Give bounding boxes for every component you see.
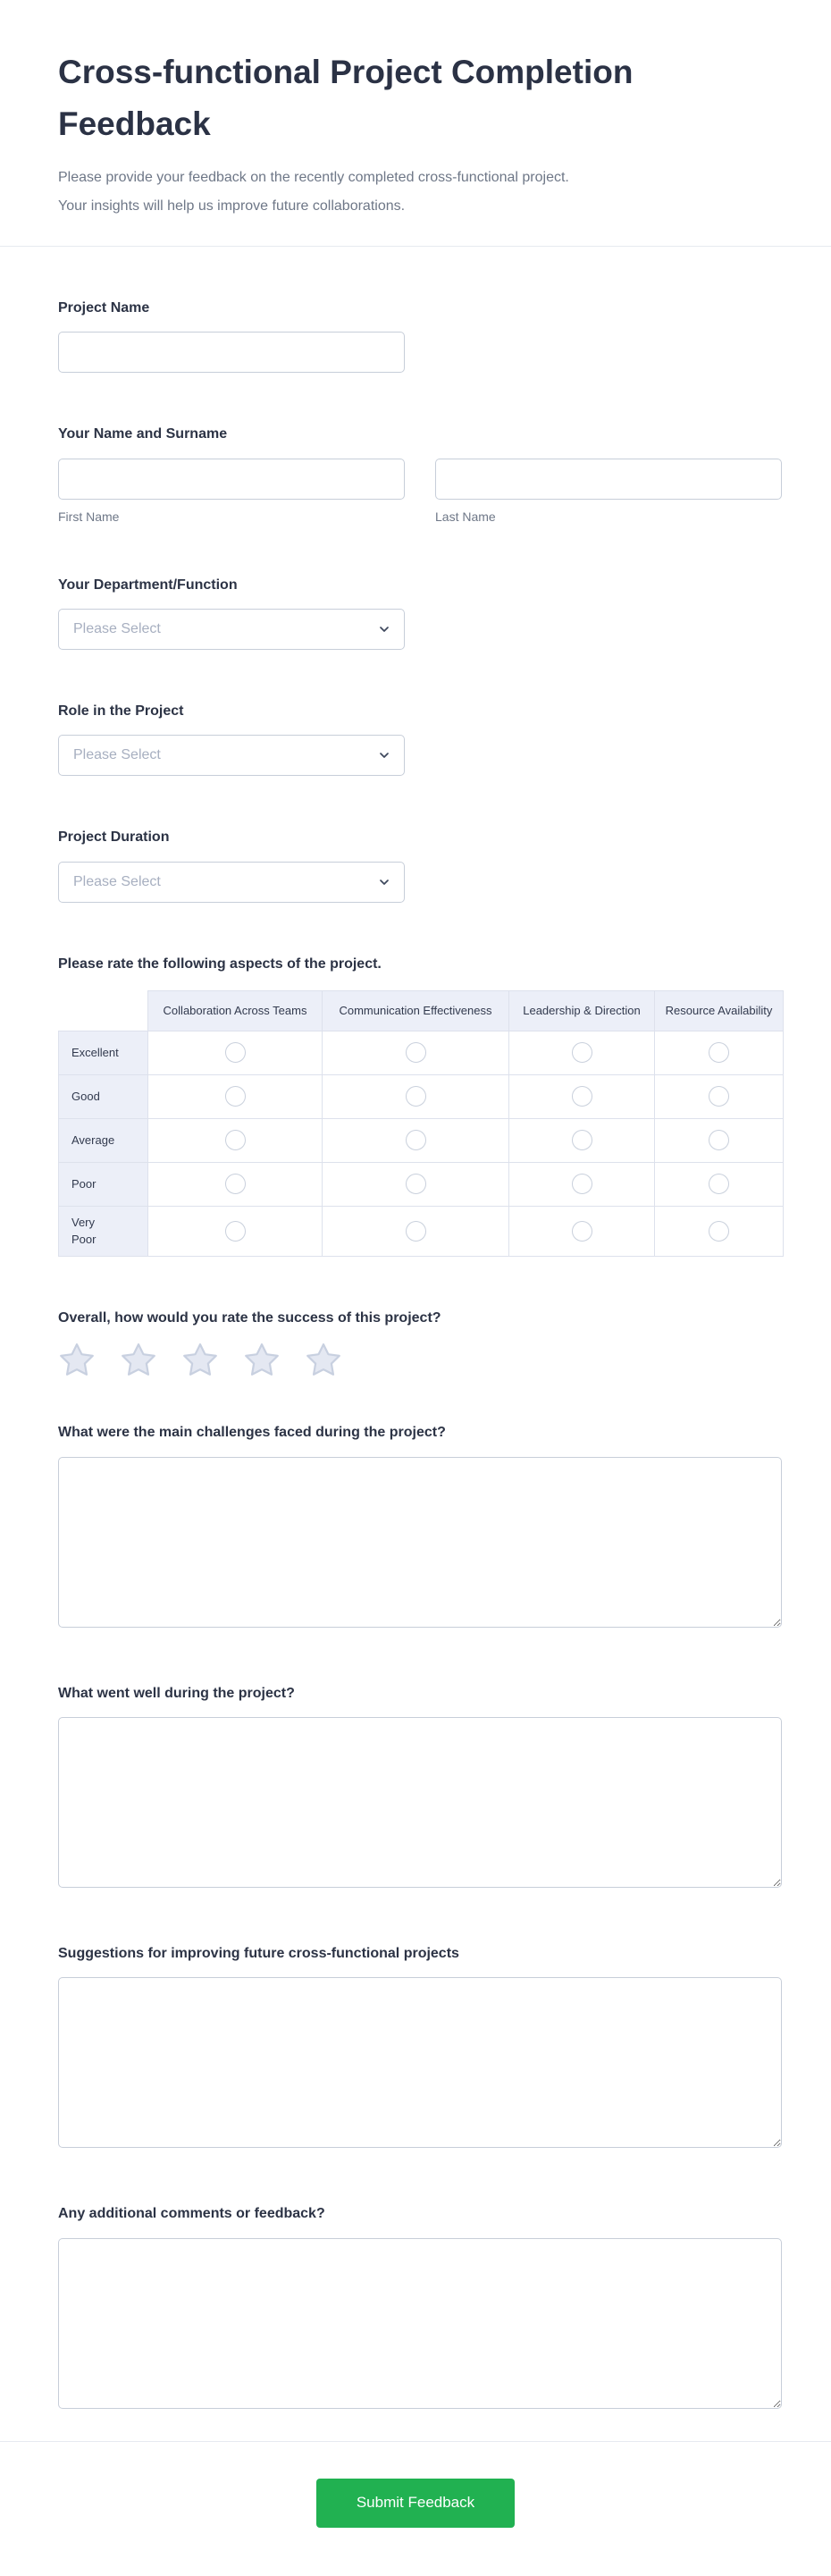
rating-column-header: Resource Availability	[655, 991, 784, 1031]
rating-row-label: Poor	[59, 1162, 148, 1206]
question-rating-table	[58, 955, 782, 1257]
challenges-label: What were the main challenges faced during the project?	[58, 1425, 446, 1441]
rating-radio-cell[interactable]	[323, 1074, 509, 1118]
rating-row-label: Average	[59, 1118, 148, 1162]
question-project-name	[58, 299, 782, 373]
went-well-textarea[interactable]	[58, 1717, 782, 1888]
duration-label: Project Duration	[58, 829, 170, 846]
project-name-label: Project Name	[58, 299, 150, 316]
department-select[interactable]	[58, 609, 405, 650]
rating-table-header-row	[59, 991, 784, 1031]
rating-radio[interactable]	[709, 1221, 729, 1242]
chevron-down-icon	[377, 875, 391, 889]
rating-radio[interactable]	[406, 1174, 426, 1194]
rating-radio[interactable]	[225, 1174, 246, 1194]
rating-radio[interactable]	[709, 1042, 729, 1063]
rating-table-label: Please rate the following aspects of the project.	[58, 955, 382, 972]
rating-radio-cell[interactable]	[148, 1074, 323, 1118]
rating-column-header: Collaboration Across Teams	[148, 991, 323, 1031]
rating-radio-cell[interactable]	[655, 1031, 784, 1074]
rating-radio[interactable]	[406, 1042, 426, 1063]
form-description-line-2: Your insights will help us improve future collaborations.	[58, 198, 406, 214]
overall-rating-label: Overall, how would you rate the success of this project?	[58, 1309, 441, 1326]
rating-radio[interactable]	[709, 1086, 729, 1107]
table-row	[59, 1074, 784, 1118]
first-name-column	[58, 459, 405, 524]
last-name-input[interactable]	[435, 459, 782, 500]
rating-radio-cell[interactable]	[323, 1162, 509, 1206]
rating-radio[interactable]	[572, 1086, 592, 1107]
full-name-label: Your Name and Surname	[58, 426, 228, 442]
suggestions-textarea[interactable]	[58, 1977, 782, 2148]
rating-radio-cell[interactable]	[509, 1118, 655, 1162]
last-name-column	[435, 459, 782, 524]
rating-radio[interactable]	[225, 1042, 246, 1063]
rating-radio[interactable]	[572, 1042, 592, 1063]
table-row	[59, 1031, 784, 1074]
star-icon[interactable]	[120, 1342, 157, 1378]
rating-radio-cell[interactable]	[655, 1162, 784, 1206]
submit-button[interactable]: Submit Feedback	[316, 2479, 515, 2528]
rating-table-corner	[59, 991, 148, 1031]
rating-radio[interactable]	[406, 1221, 426, 1242]
rating-column-header: Leadership & Direction	[509, 991, 655, 1031]
question-role	[58, 702, 782, 776]
rating-radio-cell[interactable]	[509, 1031, 655, 1074]
rating-radio[interactable]	[406, 1086, 426, 1107]
table-row	[59, 1162, 784, 1206]
duration-select-placeholder: Please Select	[73, 873, 161, 889]
rating-radio-cell[interactable]	[509, 1162, 655, 1206]
rating-radio[interactable]	[572, 1221, 592, 1242]
question-comments	[58, 2204, 782, 2408]
rating-radio[interactable]	[709, 1130, 729, 1150]
form-title: Cross-functional Project Completion Feedback	[58, 54, 634, 143]
form-footer	[0, 2442, 831, 2576]
role-label: Role in the Project	[58, 703, 184, 720]
star-icon[interactable]	[243, 1342, 281, 1378]
question-full-name	[58, 425, 782, 523]
star-icon[interactable]	[58, 1342, 96, 1378]
first-name-input[interactable]	[58, 459, 405, 500]
comments-textarea[interactable]	[58, 2238, 782, 2409]
role-select[interactable]	[58, 735, 405, 776]
name-fields-row	[58, 459, 782, 524]
rating-radio[interactable]	[572, 1174, 592, 1194]
rating-radio-cell[interactable]	[655, 1118, 784, 1162]
role-select-placeholder: Please Select	[73, 747, 161, 763]
rating-radio[interactable]	[225, 1130, 246, 1150]
suggestions-label: Suggestions for improving future cross-functional projects	[58, 1945, 459, 1961]
rating-row-label: Very Poor	[59, 1206, 148, 1256]
rating-column-header: Communication Effectiveness	[323, 991, 509, 1031]
question-overall-rating	[58, 1309, 782, 1378]
rating-radio-cell[interactable]	[509, 1206, 655, 1256]
chevron-down-icon	[377, 748, 391, 762]
rating-row-label: Good	[59, 1074, 148, 1118]
last-name-sublabel: Last Name	[435, 509, 496, 524]
chevron-down-icon	[377, 622, 391, 636]
department-label: Your Department/Function	[58, 577, 238, 593]
went-well-label: What went well during the project?	[58, 1685, 295, 1701]
rating-radio-cell[interactable]	[148, 1031, 323, 1074]
rating-radio-cell[interactable]	[323, 1206, 509, 1256]
star-rating	[58, 1342, 782, 1378]
star-icon[interactable]	[305, 1342, 342, 1378]
table-row	[59, 1118, 784, 1162]
rating-radio-cell[interactable]	[655, 1206, 784, 1256]
question-suggestions	[58, 1944, 782, 2148]
question-duration	[58, 828, 782, 902]
comments-label: Any additional comments or feedback?	[58, 2206, 325, 2222]
duration-select[interactable]	[58, 862, 405, 903]
question-department	[58, 576, 782, 650]
first-name-sublabel: First Name	[58, 509, 120, 524]
rating-radio-cell[interactable]	[323, 1031, 509, 1074]
project-name-input[interactable]	[58, 332, 405, 373]
form-header	[0, 0, 831, 246]
rating-radio[interactable]	[406, 1130, 426, 1150]
rating-radio-cell[interactable]	[148, 1162, 323, 1206]
table-row	[59, 1206, 784, 1256]
rating-radio[interactable]	[709, 1174, 729, 1194]
rating-radio[interactable]	[225, 1221, 246, 1242]
challenges-textarea[interactable]	[58, 1457, 782, 1628]
department-select-placeholder: Please Select	[73, 621, 161, 637]
rating-table	[58, 990, 784, 1257]
rating-radio-cell[interactable]	[148, 1118, 323, 1162]
star-icon[interactable]	[181, 1342, 219, 1378]
rating-radio-cell[interactable]	[655, 1074, 784, 1118]
form-body	[0, 247, 831, 2441]
question-challenges	[58, 1423, 782, 1627]
rating-radio[interactable]	[225, 1086, 246, 1107]
rating-radio-cell[interactable]	[509, 1074, 655, 1118]
form-description	[58, 164, 773, 221]
rating-radio-cell[interactable]	[148, 1206, 323, 1256]
rating-row-label: Excellent	[59, 1031, 148, 1074]
form-description-line-1: Please provide your feedback on the recently completed cross-functional project.	[58, 169, 569, 185]
rating-radio-cell[interactable]	[323, 1118, 509, 1162]
rating-radio[interactable]	[572, 1130, 592, 1150]
question-went-well	[58, 1684, 782, 1888]
